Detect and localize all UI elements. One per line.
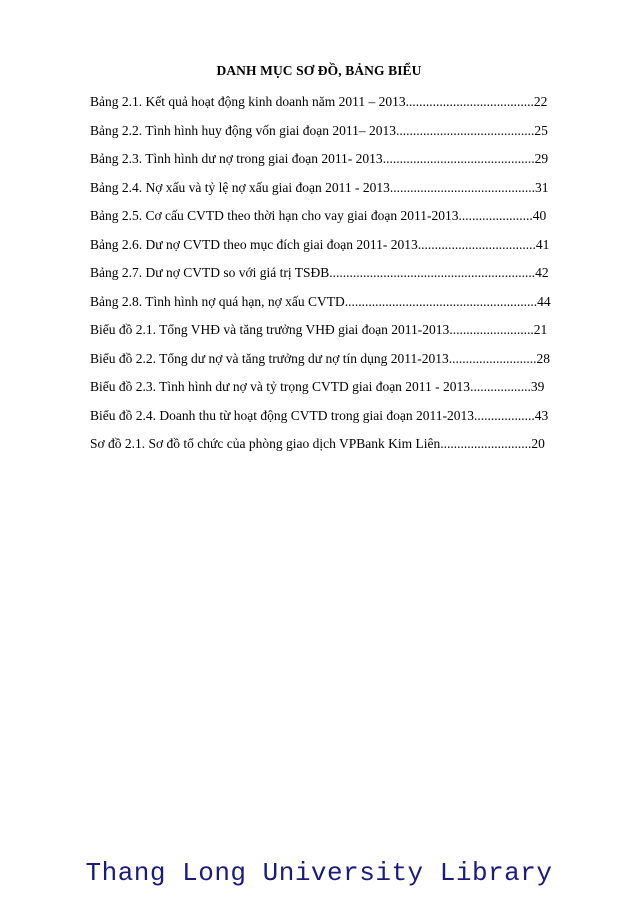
toc-entry-leader: ............................................................. bbox=[329, 265, 536, 280]
toc-entry-leader: ......................... bbox=[449, 322, 534, 337]
toc-entry-leader: ........................... bbox=[440, 436, 532, 451]
toc-entry-leader: ................................... bbox=[417, 236, 536, 252]
toc-entry-leader: ........................................... bbox=[389, 179, 535, 195]
library-watermark: Thang Long University Library bbox=[85, 858, 553, 888]
toc-entry bbox=[90, 349, 562, 378]
toc-entry-label: Bảng 2.3. Tình hình dư nợ trong giai đoạn 2011- 2013 bbox=[90, 151, 383, 166]
toc-entry bbox=[90, 92, 562, 121]
toc-entry-label: Biểu đồ 2.2. Tổng dư nợ và tăng trưởng dư nợ tín dụng 2011-2013 bbox=[90, 350, 449, 366]
toc-entry-leader: ...................... bbox=[458, 208, 533, 223]
toc-entry bbox=[90, 149, 562, 178]
toc-entry bbox=[90, 377, 562, 406]
toc-entry-leader: .......................... bbox=[448, 350, 537, 366]
toc-entry-label: Bảng 2.8. Tình hình nợ quá hạn, nợ xấu CVTD bbox=[90, 293, 345, 309]
toc-entry-label: Sơ đồ 2.1. Sơ đồ tổ chức của phòng giao dịch VPBank Kim Liên bbox=[90, 436, 441, 451]
toc-entry-page: 21 bbox=[533, 322, 548, 337]
toc-entry-label: Biểu đồ 2.1. Tổng VHĐ và tăng trưởng VHĐ giai đoạn 2011-2013 bbox=[90, 322, 450, 337]
toc-entry-leader: .................. bbox=[470, 379, 531, 394]
toc-entry bbox=[90, 178, 562, 207]
page-title: DANH MỤC SƠ ĐỒ, BẢNG BIỂU bbox=[216, 63, 422, 78]
toc-entry-label: Bảng 2.1. Kết quả hoạt động kinh doanh năm 2011 – 2013 bbox=[90, 94, 406, 109]
toc-entry-leader: ...................................... bbox=[405, 94, 534, 109]
toc-entry-page: 31 bbox=[534, 179, 549, 195]
toc-entry bbox=[90, 206, 562, 235]
toc-entry-label: Bảng 2.4. Nợ xấu và tỷ lệ nợ xấu giai đoạn 2011 - 2013 bbox=[90, 179, 390, 195]
toc-entry-label: Biểu đồ 2.4. Doanh thu từ hoạt động CVTD trong giai đoạn 2011-2013 bbox=[90, 407, 475, 423]
toc-entry-label: Bảng 2.2. Tình hình huy động vốn giai đoạn 2011– 2013 bbox=[90, 122, 396, 138]
toc-entry bbox=[90, 320, 562, 349]
toc-entry-leader: ......................................... bbox=[396, 122, 535, 138]
toc-entry bbox=[90, 263, 562, 292]
toc-entry-label: Biểu đồ 2.3. Tình hình dư nợ và tỷ trọng CVTD giai đoạn 2011 - 2013 bbox=[90, 379, 471, 394]
table-of-figures bbox=[90, 92, 562, 463]
toc-entry-page: 44 bbox=[537, 293, 551, 309]
toc-entry-page: 41 bbox=[535, 236, 550, 252]
toc-entry-leader: ............................................. bbox=[382, 151, 535, 166]
toc-entry-label: Bảng 2.6. Dư nợ CVTD theo mục đích giai đoạn 2011- 2013 bbox=[90, 236, 418, 252]
toc-entry bbox=[90, 406, 562, 435]
toc-entry-label: Bảng 2.7. Dư nợ CVTD so với giá trị TSĐB bbox=[90, 265, 330, 280]
toc-entry-label: Bảng 2.5. Cơ cấu CVTD theo thời hạn cho vay giai đoạn 2011-2013 bbox=[90, 208, 459, 223]
toc-entry-page: 29 bbox=[534, 151, 549, 166]
toc-entry-leader: ......................................................... bbox=[344, 293, 538, 309]
toc-entry-page: 25 bbox=[534, 122, 548, 138]
toc-entry-leader: .................. bbox=[474, 407, 535, 423]
toc-entry bbox=[90, 235, 562, 264]
toc-entry bbox=[90, 434, 562, 463]
toc-entry-page: 22 bbox=[533, 94, 548, 109]
toc-entry bbox=[90, 292, 562, 321]
toc-entry-page: 42 bbox=[535, 265, 549, 280]
toc-entry bbox=[90, 121, 562, 150]
toc-entry-page: 40 bbox=[532, 208, 547, 223]
toc-entry-page: 20 bbox=[531, 436, 545, 451]
toc-entry-page: 28 bbox=[536, 350, 550, 366]
toc-entry-page: 39 bbox=[530, 379, 545, 394]
toc-entry-page: 43 bbox=[534, 407, 549, 423]
